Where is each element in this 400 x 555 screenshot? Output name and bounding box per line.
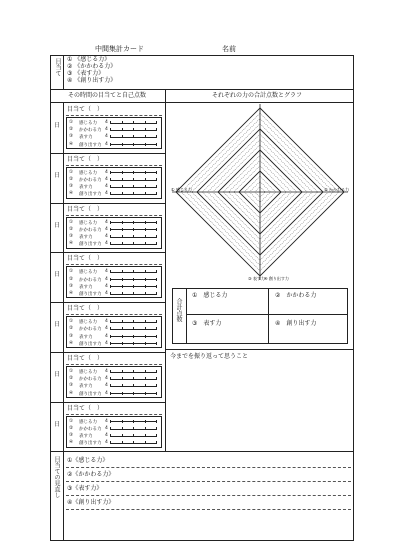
total-cell-4[interactable]: ④ 創り出す力 bbox=[275, 320, 317, 327]
day-label: 日 bbox=[54, 271, 61, 278]
radar-axis-label: ① 感じる力 bbox=[171, 187, 192, 192]
score-row-label: 感じる力 bbox=[79, 170, 97, 176]
score-row-num: ① bbox=[69, 319, 74, 325]
score-row-max: 4 bbox=[105, 383, 108, 389]
score-row-max: 4 bbox=[105, 433, 108, 439]
score-row-label: かかわる力 bbox=[79, 178, 102, 183]
score-row-num: ② bbox=[69, 226, 74, 232]
score-row-label: 創り出す力 bbox=[79, 341, 102, 347]
score-row-num: ③ bbox=[69, 333, 74, 339]
goal-item: ③ 《表す力》 bbox=[67, 70, 105, 77]
entry-goal-title[interactable]: 目当て（ ） bbox=[67, 305, 104, 312]
score-row-max: 4 bbox=[105, 369, 108, 374]
score-row-max: 4 bbox=[105, 376, 108, 382]
reflection-area[interactable] bbox=[166, 365, 353, 450]
score-row-num: ③ bbox=[69, 184, 74, 190]
score-row-max: 4 bbox=[105, 319, 108, 325]
score-row-max: 4 bbox=[105, 234, 108, 239]
score-row-label: 表す力 bbox=[79, 384, 93, 390]
score-row-max: 4 bbox=[105, 426, 108, 431]
name-label: 名前 bbox=[222, 45, 236, 53]
review-item[interactable]: ③《表す力》 bbox=[67, 485, 103, 492]
score-row-num: ④ bbox=[69, 291, 74, 296]
score-row-num: ① bbox=[69, 269, 74, 275]
score-row-label: 創り出す力 bbox=[79, 192, 102, 198]
score-row-max: 4 bbox=[105, 340, 108, 346]
day-label: 日 bbox=[54, 222, 61, 229]
reflection-label: 今までを振り返って思うこと bbox=[170, 353, 249, 360]
score-row-num: ④ bbox=[69, 440, 74, 446]
goal-item: ② 《かかわる力》 bbox=[67, 63, 117, 70]
score-row-max: 4 bbox=[105, 291, 108, 296]
goals-label: 目当て bbox=[54, 58, 61, 76]
score-row-label: 表す力 bbox=[79, 284, 93, 290]
score-row-num: ① bbox=[69, 219, 74, 225]
score-row-max: 4 bbox=[105, 177, 108, 182]
score-row-max: 4 bbox=[105, 440, 108, 446]
score-row-num: ② bbox=[69, 127, 74, 133]
score-row-label: 表す力 bbox=[79, 185, 93, 191]
score-row-max: 4 bbox=[105, 276, 108, 282]
entry-goal-title[interactable]: 目当て（ ） bbox=[67, 106, 104, 113]
entry-goal-title[interactable]: 目当て（ ） bbox=[67, 355, 104, 362]
score-row-label: 表す力 bbox=[79, 235, 93, 240]
score-row-max: 4 bbox=[105, 127, 108, 133]
entry-goal-title[interactable]: 目当て（ ） bbox=[67, 156, 104, 163]
score-row-num: ① bbox=[69, 369, 74, 374]
score-row-label: かかわる力 bbox=[79, 128, 102, 134]
score-row-label: 創り出す力 bbox=[79, 242, 102, 248]
radar-axis-label: ③ 表す力 bbox=[248, 276, 265, 281]
right-column-header: それぞれの力の合計点数とグラフ bbox=[212, 92, 303, 99]
score-row-max: 4 bbox=[105, 333, 108, 339]
radar-chart bbox=[166, 104, 354, 284]
day-label: 日 bbox=[54, 421, 61, 428]
score-row-label: 感じる力 bbox=[79, 270, 97, 276]
score-row-num: ③ bbox=[69, 383, 74, 389]
score-row-label: かかわる力 bbox=[79, 327, 102, 333]
score-row-num: ④ bbox=[69, 241, 74, 247]
score-row-num: ④ bbox=[69, 390, 74, 396]
score-row-num: ③ bbox=[69, 134, 74, 140]
review-item[interactable]: ④《創り出す力》 bbox=[67, 499, 115, 506]
score-row-max: 4 bbox=[105, 191, 108, 197]
day-label: 日 bbox=[54, 321, 61, 328]
score-row-num: ③ bbox=[69, 433, 74, 439]
left-column-header: その時間の目当てと自己点数 bbox=[68, 92, 147, 99]
score-row-max: 4 bbox=[105, 241, 108, 247]
score-row-label: 創り出す力 bbox=[79, 441, 102, 447]
score-row-num: ② bbox=[69, 326, 74, 332]
score-row-max: 4 bbox=[105, 169, 108, 175]
score-row-label: 感じる力 bbox=[79, 419, 97, 425]
page-title: 中間集計カード bbox=[95, 45, 144, 53]
score-row-num: ④ bbox=[69, 191, 74, 197]
score-row-num: ① bbox=[69, 169, 74, 175]
score-row-max: 4 bbox=[105, 141, 108, 147]
score-row-max: 4 bbox=[105, 269, 108, 275]
review-label: 目当ての見直し bbox=[53, 456, 60, 498]
score-row-label: かかわる力 bbox=[79, 377, 102, 383]
total-cell-3[interactable]: ③ 表す力 bbox=[192, 320, 222, 327]
score-row-label: かかわる力 bbox=[79, 427, 102, 432]
score-row-max: 4 bbox=[105, 418, 108, 424]
score-row-num: ③ bbox=[69, 234, 74, 239]
score-row-label: 創り出す力 bbox=[79, 292, 102, 297]
score-row-max: 4 bbox=[105, 226, 108, 232]
radar-axis-label: ② かかわる力 bbox=[324, 187, 349, 192]
score-row-label: かかわる力 bbox=[79, 227, 102, 233]
total-cell-2[interactable]: ② かかわる力 bbox=[275, 292, 317, 299]
score-row-max: 4 bbox=[105, 283, 108, 289]
day-label: 日 bbox=[54, 172, 61, 179]
score-row-num: ② bbox=[69, 376, 74, 382]
score-row-max: 4 bbox=[105, 134, 108, 140]
score-row-max: 4 bbox=[105, 390, 108, 396]
score-row-max: 4 bbox=[105, 120, 108, 125]
score-row-label: かかわる力 bbox=[79, 277, 102, 283]
day-label: 日 bbox=[54, 371, 61, 378]
score-row-label: 感じる力 bbox=[79, 121, 97, 126]
review-item[interactable]: ①《感じる力》 bbox=[67, 457, 109, 464]
score-row-label: 表す力 bbox=[79, 334, 93, 340]
score-row-num: ② bbox=[69, 426, 74, 431]
entry-goal-title[interactable]: 目当て（ ） bbox=[67, 255, 104, 262]
totals-label: 合計点数 bbox=[175, 298, 182, 322]
score-row-num: ③ bbox=[69, 283, 74, 289]
score-row-num: ④ bbox=[69, 141, 74, 147]
score-row-num: ② bbox=[69, 177, 74, 182]
review-item[interactable]: ②《かかわる力》 bbox=[67, 471, 115, 478]
goal-item: ① 《感じる力》 bbox=[67, 56, 111, 63]
score-row-max: 4 bbox=[105, 184, 108, 190]
day-label: 日 bbox=[54, 122, 61, 129]
radar-axis-label: ④ 創り出す力 bbox=[264, 276, 289, 281]
goal-item: ④ 《創り出す力》 bbox=[67, 77, 117, 84]
score-row-label: 表す力 bbox=[79, 434, 93, 440]
score-row-label: 創り出す力 bbox=[79, 391, 102, 397]
score-row-label: 感じる力 bbox=[79, 370, 97, 375]
score-row-num: ① bbox=[69, 418, 74, 424]
score-row-label: 感じる力 bbox=[79, 320, 97, 326]
entry-goal-title[interactable]: 目当て（ ） bbox=[67, 405, 104, 412]
score-row-num: ④ bbox=[69, 340, 74, 346]
score-row-num: ① bbox=[69, 120, 74, 125]
score-row-max: 4 bbox=[105, 219, 108, 225]
entry-goal-title[interactable]: 目当て（ ） bbox=[67, 206, 104, 213]
score-row-label: 創り出す力 bbox=[79, 142, 102, 148]
score-row-label: 感じる力 bbox=[79, 220, 97, 226]
score-row-max: 4 bbox=[105, 326, 108, 332]
total-cell-1[interactable]: ① 感じる力 bbox=[192, 292, 228, 299]
score-row-label: 表す力 bbox=[79, 135, 93, 141]
score-row-num: ② bbox=[69, 276, 74, 282]
